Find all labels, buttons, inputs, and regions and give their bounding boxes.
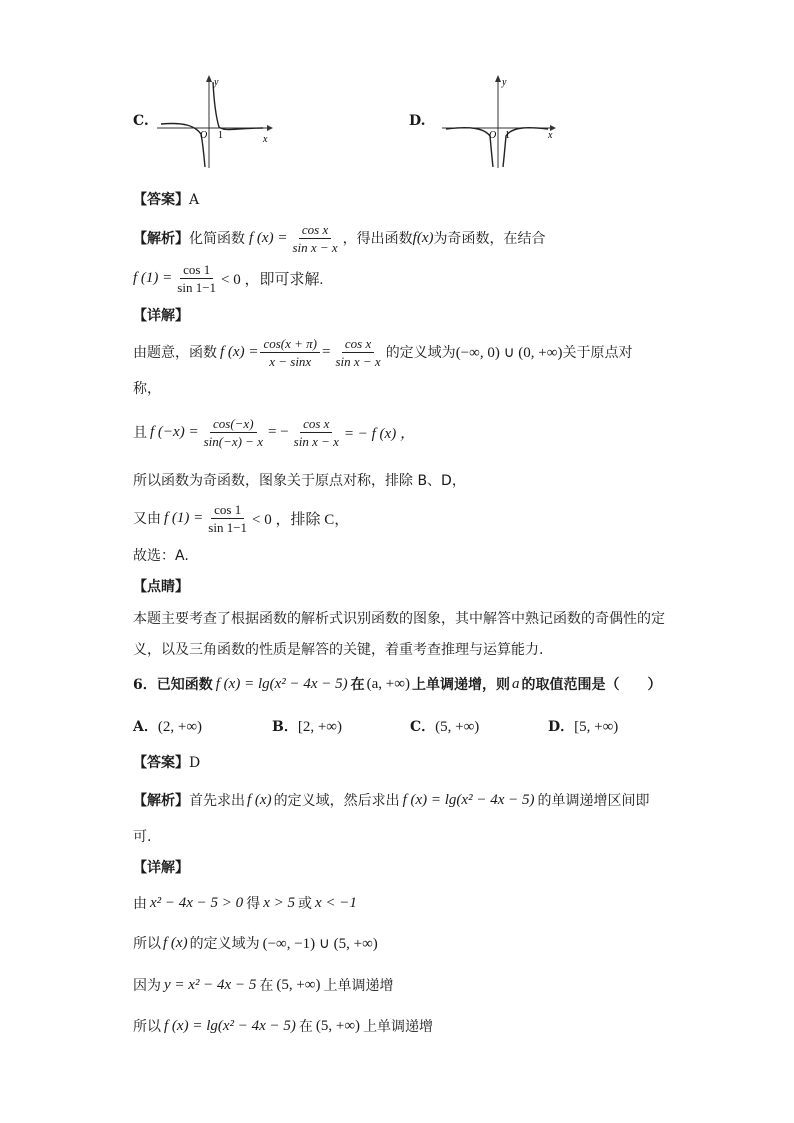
graph-d-x-label: x (548, 130, 553, 141)
option-value: [5, +∞) (574, 719, 619, 735)
detail-mid: = − (267, 423, 289, 440)
q6-detail-line3 (133, 975, 394, 995)
detail-fraction (260, 336, 320, 369)
detail-text: 因为 (133, 978, 161, 994)
detail-solution: x < −1 (314, 894, 357, 911)
fraction-denominator: sin x − x (292, 239, 338, 255)
detail-fraction (332, 336, 383, 369)
detail-text: 所以 (133, 936, 161, 952)
detail-text: 又由 (133, 511, 161, 527)
detail-text: 在 (259, 978, 274, 994)
fraction-numerator: cos x (342, 336, 374, 353)
answer-value: D (189, 755, 201, 771)
analysis-fx: f (x) = (249, 229, 288, 246)
detail-tag: 【详解】 (133, 308, 189, 324)
q5-analysis-line1 (133, 220, 546, 256)
graph-d (440, 72, 560, 172)
q6-analysis-cont: 可. (133, 829, 152, 845)
detail-fx: f (x) = (220, 343, 259, 360)
fraction-numerator: cos 1 (180, 262, 213, 279)
stem-interval: (a, +∞) (366, 675, 410, 692)
fraction-denominator: sin(−x) − x (203, 433, 263, 449)
q6-stem (133, 674, 661, 694)
q6-detail-tag: 【详解】 (133, 860, 189, 876)
stem-function: f (x) = lg(x² − 4x − 5) (215, 675, 348, 692)
fraction-denominator: sin x − x (335, 353, 381, 369)
fraction-numerator: cos 1 (211, 502, 244, 519)
dianjing-line2: 义，以及三角函数的性质是解答的关键，着重考查推理与运算能力. (133, 642, 544, 658)
detail-f1: f (1) = (164, 509, 204, 526)
detail-text: 且 (133, 425, 147, 441)
detail-text: 关于原点对 (562, 345, 633, 361)
detail-text: 上单调递增 (363, 1019, 434, 1035)
question-number: 6． (133, 677, 157, 693)
fraction-numerator: cos(−x) (210, 416, 257, 433)
analysis-fraction (174, 262, 219, 295)
analysis-text: 化简函数 (189, 231, 245, 247)
detail-text: 由 (133, 896, 147, 912)
q6-analysis-line1 (133, 790, 649, 810)
option-c-label: C. (133, 113, 149, 129)
detail-end: < 0 ，排除 C， (252, 511, 350, 528)
detail-text: 在 (298, 1019, 313, 1035)
option-label: B． (272, 719, 298, 735)
answer-value: A (189, 192, 200, 208)
option-value: [2, +∞) (297, 719, 342, 735)
detail-end: = − f (x) ， (343, 425, 415, 442)
q5-answer-line (133, 190, 199, 210)
fraction-numerator: cos x (300, 416, 332, 433)
graph-d-y-arrow (495, 75, 501, 82)
graph-c (155, 72, 275, 172)
detail-text: 所以 (133, 1019, 161, 1035)
analysis-tag: 【解析】 (133, 231, 189, 247)
q6-detail-line4 (133, 1016, 433, 1036)
stem-text: 在 (350, 677, 365, 693)
option-b[interactable] (272, 716, 342, 736)
option-d-label: D. (409, 113, 426, 129)
option-label: C． (410, 719, 436, 735)
analysis-tail: < 0 ，即可求解. (221, 271, 324, 288)
q5-detail-line2 (133, 414, 415, 450)
detail-function: y = x² − 4x − 5 (164, 976, 257, 993)
fraction-denominator: sin 1−1 (208, 519, 248, 535)
graph-c-y-arrow (206, 75, 212, 82)
analysis-tag: 【解析】 (133, 793, 189, 809)
stem-text: 的取值范围是（ ） (521, 677, 662, 693)
graph-d-y-label: y (502, 77, 507, 88)
graph-c-x-label: x (263, 134, 268, 145)
q6-detail-line1 (133, 893, 360, 913)
answer-tag: 【答案】 (133, 755, 189, 771)
graph-d-origin: O (489, 130, 497, 141)
q6-detail-line2 (133, 933, 378, 953)
option-d[interactable] (548, 716, 618, 736)
dianjing-tag: 【点睛】 (133, 579, 189, 595)
detail-fraction (291, 416, 342, 449)
q5-detail-line1-cont: 称， (133, 381, 161, 397)
analysis-fraction (289, 222, 340, 255)
q5-detail-line5: 故选：A. (133, 548, 189, 564)
fraction-numerator: cos x (299, 222, 331, 239)
domain: (−∞, 0) ∪ (0, +∞) (455, 344, 563, 361)
dianjing-line1: 本题主要考查了根据函数的解析式识别函数的图象，其中解答中熟记函数的奇偶性的定 (133, 611, 665, 627)
graph-c-left-curve (161, 123, 208, 167)
q5-analysis-line2 (133, 260, 323, 296)
detail-function: f (x) = lg(x² − 4x − 5) (164, 1017, 296, 1034)
graph-d-one: 1 (505, 130, 510, 141)
detail-fraction (205, 502, 250, 535)
fraction-denominator: sin x − x (293, 433, 339, 449)
graph-c-y-label: y (214, 77, 219, 88)
analysis-text: 的单调递增区间即 (537, 793, 650, 809)
detail-text: 的定义域为 (189, 936, 260, 952)
q5-detail-line4 (133, 500, 349, 536)
detail-text: 由题意，函数 (133, 345, 217, 361)
graph-d-left-curve (446, 128, 493, 167)
detail-text: 的定义域为 (385, 345, 456, 361)
analysis-text: 的定义域，然后求出 (273, 793, 400, 809)
q5-detail-line1 (133, 334, 632, 370)
q5-detail-line3: 所以函数为奇函数，图象关于原点对称，排除 B、D， (133, 473, 466, 489)
detail-solution: x > 5 (263, 894, 295, 911)
analysis-text: 首先求出 (189, 793, 245, 809)
detail-text: 或 (297, 896, 312, 912)
option-label: D． (548, 719, 575, 735)
option-a[interactable] (133, 716, 202, 736)
option-value: (5, +∞) (435, 719, 480, 735)
detail-fraction (201, 416, 266, 449)
analysis-f1: f (1) = (133, 269, 173, 286)
graph-c-one: 1 (218, 130, 223, 141)
analysis-text: 为奇函数，在结合 (433, 231, 546, 247)
domain: (−∞, −1) ∪ (5, +∞) (262, 935, 378, 952)
analysis-function: f (x) = lg(x² − 4x − 5) (402, 791, 535, 808)
answer-tag: 【答案】 (133, 192, 189, 208)
detail-inequality: x² − 4x − 5 > 0 (150, 894, 244, 911)
q6-answer-line (133, 752, 200, 772)
graph-c-right-curve (213, 82, 263, 130)
fraction-numerator: cos(x + π) (260, 336, 320, 353)
stem-variable: a (511, 675, 520, 692)
detail-fx: f (−x) = (150, 423, 199, 440)
fraction-denominator: x − sinx (269, 353, 312, 369)
graph-c-origin: O (200, 130, 208, 141)
analysis-fx2: f(x) (412, 229, 434, 246)
graph-c-x-arrow (267, 125, 273, 131)
option-value: (2, +∞) (157, 719, 203, 735)
option-c[interactable] (410, 716, 479, 736)
detail-text: 得 (246, 896, 261, 912)
stem-text: 上单调递增，则 (411, 677, 510, 693)
detail-text: 上单调递增 (323, 978, 394, 994)
option-label: A． (133, 719, 158, 735)
analysis-fx: f (x) (247, 791, 272, 808)
stem-text: 已知函数 (156, 677, 213, 693)
detail-fx: f (x) (163, 934, 188, 951)
equals-sign: = (321, 343, 331, 360)
fraction-denominator: sin 1−1 (177, 279, 217, 295)
detail-interval: (5, +∞) (315, 1017, 361, 1034)
detail-interval: (5, +∞) (276, 976, 321, 993)
analysis-text: ，得出函数 (342, 231, 413, 247)
